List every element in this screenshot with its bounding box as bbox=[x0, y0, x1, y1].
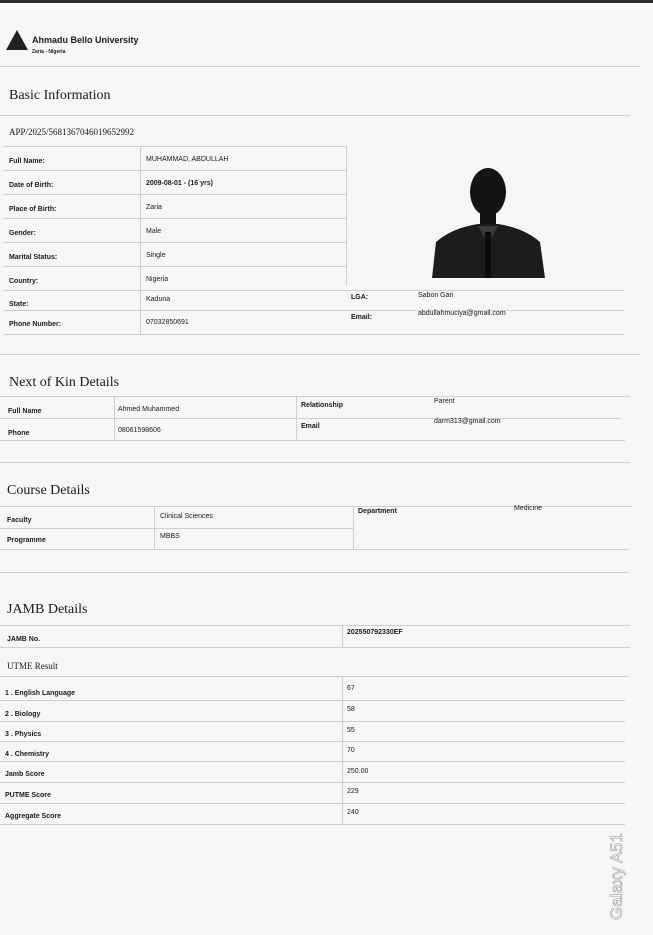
row-divider bbox=[0, 782, 625, 783]
country-value: Nigeria bbox=[146, 276, 169, 283]
programme-label: Programme bbox=[7, 537, 46, 544]
header-divider bbox=[0, 66, 640, 67]
state-label: State: bbox=[9, 301, 29, 308]
camera-watermark bbox=[596, 820, 636, 920]
score-label: PUTME Score bbox=[5, 792, 51, 799]
score-label: Jamb Score bbox=[5, 771, 45, 778]
subject-score: 55 bbox=[347, 727, 355, 734]
department-value: Medicine bbox=[514, 505, 543, 512]
kin-name-value: Ahmed Muhammed bbox=[118, 406, 180, 413]
row-divider bbox=[4, 310, 624, 311]
dob-value: 2009-08-01 - (16 yrs) bbox=[146, 180, 213, 187]
row-divider bbox=[0, 803, 625, 804]
university-logo-icon bbox=[6, 30, 28, 50]
top-border bbox=[0, 0, 653, 3]
marital-value: Single bbox=[146, 252, 166, 259]
section-title-jamb: JAMB Details bbox=[7, 602, 88, 617]
application-number: APP/2025/5681367046019652992 bbox=[9, 127, 135, 137]
lga-label: LGA: bbox=[351, 294, 369, 301]
kin-email-label: Email bbox=[301, 423, 320, 430]
row-divider bbox=[4, 242, 347, 243]
row-divider bbox=[0, 440, 625, 441]
marital-label: Marital Status: bbox=[9, 254, 58, 261]
row-divider bbox=[4, 218, 347, 219]
utme-result-title: UTME Result bbox=[7, 661, 58, 671]
row-divider bbox=[0, 700, 625, 701]
row-divider bbox=[0, 528, 354, 529]
subject-score: 70 bbox=[347, 747, 355, 754]
full-name-value: MUHAMMAD, ABDULLAH bbox=[146, 156, 229, 163]
score-label: Aggregate Score bbox=[5, 813, 62, 820]
faculty-label: Faculty bbox=[7, 517, 32, 524]
score-value: 250.00 bbox=[347, 768, 369, 775]
row-divider bbox=[4, 146, 347, 147]
subject-label: 2 . Biology bbox=[5, 711, 41, 718]
kin-relationship-label: Relationship bbox=[301, 402, 344, 409]
row-divider bbox=[4, 266, 347, 267]
row-divider bbox=[0, 396, 630, 397]
column-divider bbox=[154, 506, 155, 549]
row-divider bbox=[0, 676, 628, 677]
section-title-kin: Next of Kin Details bbox=[9, 375, 120, 390]
row-divider bbox=[0, 761, 625, 762]
row-divider bbox=[0, 824, 625, 825]
full-name-label: Full Name: bbox=[9, 158, 45, 165]
kin-email-value: darm313@gmail.com bbox=[434, 418, 501, 425]
gender-label: Gender: bbox=[9, 230, 36, 237]
score-value: 240 bbox=[347, 809, 359, 816]
programme-value: MBBS bbox=[160, 533, 180, 540]
divider bbox=[0, 115, 630, 116]
kin-phone-label: Phone bbox=[8, 430, 30, 437]
column-divider bbox=[346, 146, 347, 286]
subject-label: 4 . Chemistry bbox=[5, 751, 49, 758]
row-divider bbox=[0, 418, 620, 419]
pob-label: Place of Birth: bbox=[9, 206, 57, 213]
section-divider bbox=[0, 354, 640, 355]
column-divider bbox=[296, 396, 297, 440]
watermark-text: Galaxy A51 bbox=[607, 833, 626, 920]
dob-label: Date of Birth: bbox=[9, 182, 54, 189]
section-divider bbox=[0, 462, 630, 463]
section-divider bbox=[0, 572, 628, 573]
row-divider bbox=[0, 549, 628, 550]
country-label: Country: bbox=[9, 278, 39, 285]
department-label: Department bbox=[358, 508, 397, 515]
university-location: Zaria - Nigeria bbox=[32, 49, 66, 55]
section-title-basic: Basic Information bbox=[9, 88, 111, 103]
subject-label: 3 . Physics bbox=[5, 731, 42, 738]
state-value: Kaduna bbox=[146, 296, 171, 303]
gender-value: Male bbox=[146, 228, 162, 235]
kin-relationship-value: Parent bbox=[434, 398, 455, 405]
row-divider bbox=[0, 625, 630, 626]
applicant-photo bbox=[432, 160, 545, 278]
row-divider bbox=[0, 647, 630, 648]
row-divider bbox=[4, 290, 624, 291]
kin-phone-value: 08061598606 bbox=[118, 427, 161, 434]
row-divider bbox=[0, 721, 625, 722]
column-divider bbox=[353, 506, 354, 549]
faculty-value: Clinical Sciences bbox=[160, 513, 213, 520]
section-title-course: Course Details bbox=[7, 483, 90, 498]
subject-score: 58 bbox=[347, 706, 355, 713]
subject-label: 1 . English Language bbox=[5, 690, 76, 697]
phone-label: Phone Number: bbox=[9, 321, 62, 328]
email-label: Email: bbox=[351, 314, 373, 321]
row-divider bbox=[4, 334, 624, 335]
jamb-no-value: 202550792330EF bbox=[347, 629, 403, 636]
column-divider bbox=[140, 146, 141, 334]
row-divider bbox=[0, 741, 625, 742]
row-divider bbox=[4, 194, 347, 195]
university-name: Ahmadu Bello University bbox=[32, 35, 139, 45]
lga-value: Sabon Gari bbox=[418, 292, 454, 299]
pob-value: Zaria bbox=[146, 204, 162, 211]
phone-value: 07032850691 bbox=[146, 319, 189, 326]
subject-score: 67 bbox=[347, 685, 355, 692]
column-divider bbox=[114, 396, 115, 440]
kin-name-label: Full Name bbox=[8, 408, 42, 415]
jamb-no-label: JAMB No. bbox=[7, 636, 41, 643]
score-value: 229 bbox=[347, 788, 359, 795]
row-divider bbox=[4, 170, 347, 171]
email-value: abdullahmuciya@gmail.com bbox=[418, 310, 506, 317]
column-divider bbox=[342, 625, 343, 647]
